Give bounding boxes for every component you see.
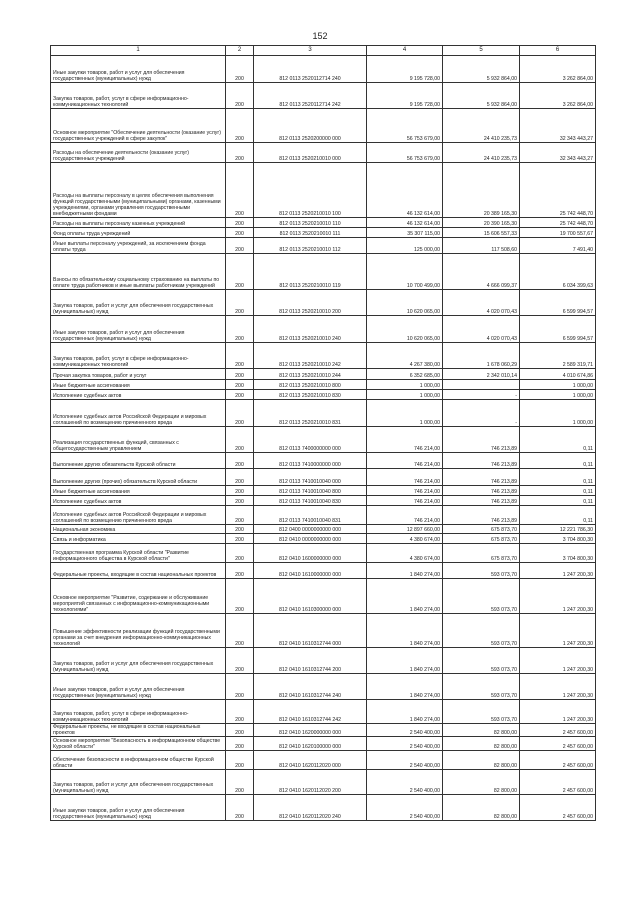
row-code-cell: 200 bbox=[226, 228, 254, 238]
unexecuted-amount-cell: 0,11 bbox=[520, 469, 596, 486]
unexecuted-amount-cell: 0,11 bbox=[520, 427, 596, 453]
unexecuted-amount-cell: 0,11 bbox=[520, 496, 596, 506]
approved-amount-cell: 1 840 274,00 bbox=[367, 614, 443, 648]
row-name-cell: Связь и информатика bbox=[51, 534, 226, 544]
unexecuted-amount-cell: 2 457 600,00 bbox=[520, 795, 596, 821]
budget-classification-code-cell: 812 0113 2520210010 244 bbox=[254, 369, 367, 380]
unexecuted-amount-cell: 7 491,40 bbox=[520, 238, 596, 254]
row-name-cell: Основное мероприятие "Развитие, содержание и обслуживание мероприятий связанных с информационно-коммуникационными технологиями" bbox=[51, 579, 226, 614]
executed-amount-cell: 2 342 010,14 bbox=[443, 369, 520, 380]
row-name-cell: Закупка товаров, работ и услуг для обеспечения государственных (муниципальных) нужд bbox=[51, 290, 226, 316]
executed-amount-cell: 746 213,89 bbox=[443, 506, 520, 525]
budget-classification-code-cell: 812 0113 7400000000 000 bbox=[254, 427, 367, 453]
row-code-cell: 200 bbox=[226, 83, 254, 109]
approved-amount-cell: 2 540 400,00 bbox=[367, 737, 443, 751]
table-row bbox=[51, 453, 596, 469]
unexecuted-amount-cell: 1 247 200,30 bbox=[520, 674, 596, 700]
row-name-cell: Иные закупки товаров, работ и услуг для обеспечения государственных (муниципальных) нужд bbox=[51, 316, 226, 343]
table-row bbox=[51, 369, 596, 380]
approved-amount-cell: 46 132 614,00 bbox=[367, 218, 443, 228]
unexecuted-amount-cell: 6 599 994,57 bbox=[520, 316, 596, 343]
budget-classification-code-cell: 812 0113 2520210010 000 bbox=[254, 143, 367, 163]
budget-classification-code-cell: 812 0113 2520210010 242 bbox=[254, 343, 367, 369]
executed-amount-cell: 24 410 235,73 bbox=[443, 143, 520, 163]
table-row bbox=[51, 390, 596, 400]
table-row bbox=[51, 486, 596, 496]
budget-classification-code-cell: 812 0410 1620100000 000 bbox=[254, 737, 367, 751]
row-code-cell: 200 bbox=[226, 469, 254, 486]
approved-amount-cell: 46 132 614,00 bbox=[367, 163, 443, 218]
unexecuted-amount-cell: 2 457 600,00 bbox=[520, 770, 596, 795]
approved-amount-cell: 746 214,00 bbox=[367, 506, 443, 525]
budget-classification-code-cell: 812 0410 1620112020 200 bbox=[254, 770, 367, 795]
row-code-cell: 200 bbox=[226, 427, 254, 453]
budget-classification-code-cell: 812 0113 2520210010 112 bbox=[254, 238, 367, 254]
row-code-cell: 200 bbox=[226, 795, 254, 821]
table-row bbox=[51, 163, 596, 218]
table-row bbox=[51, 427, 596, 453]
row-name-cell: Взносы по обязательному социальному страхованию на выплаты по оплате труда работников и иные выплаты работникам учреждений bbox=[51, 254, 226, 290]
row-code-cell: 200 bbox=[226, 648, 254, 674]
row-code-cell: 200 bbox=[226, 143, 254, 163]
row-name-cell: Выполнение других (прочих) обязательств Курской области bbox=[51, 469, 226, 486]
executed-amount-cell: 675 873,70 bbox=[443, 534, 520, 544]
row-name-cell: Исполнение судебных актов bbox=[51, 390, 226, 400]
row-name-cell: Иные выплаты персоналу учреждений, за исключением фонда оплаты труда bbox=[51, 238, 226, 254]
row-name-cell: Иные бюджетные ассигнования bbox=[51, 380, 226, 390]
executed-amount-cell: 82 800,00 bbox=[443, 770, 520, 795]
executed-amount-cell: 117 508,60 bbox=[443, 238, 520, 254]
executed-amount-cell: 20 390 165,30 bbox=[443, 218, 520, 228]
row-name-cell: Государственная программа Курской области "Развитие информационного общества в Курской области" bbox=[51, 544, 226, 563]
executed-amount-cell: 4 666 099,37 bbox=[443, 254, 520, 290]
table-row bbox=[51, 544, 596, 563]
executed-amount-cell: 20 389 165,30 bbox=[443, 163, 520, 218]
budget-classification-code-cell: 812 0113 2520112714 240 bbox=[254, 56, 367, 83]
budget-classification-code-cell: 812 0410 1620112020 240 bbox=[254, 795, 367, 821]
approved-amount-cell: 746 214,00 bbox=[367, 427, 443, 453]
table-row bbox=[51, 751, 596, 770]
row-code-cell: 200 bbox=[226, 218, 254, 228]
approved-amount-cell: 9 195 728,00 bbox=[367, 83, 443, 109]
budget-classification-code-cell: 812 0113 2520210010 100 bbox=[254, 163, 367, 218]
row-code-cell: 200 bbox=[226, 238, 254, 254]
executed-amount-cell: 82 800,00 bbox=[443, 751, 520, 770]
budget-classification-code-cell: 812 0410 1620112020 000 bbox=[254, 751, 367, 770]
executed-amount-cell: 593 073,70 bbox=[443, 700, 520, 724]
approved-amount-cell: 2 540 400,00 bbox=[367, 751, 443, 770]
approved-amount-cell: 2 540 400,00 bbox=[367, 724, 443, 737]
budget-classification-code-cell: 812 0113 2520210010 800 bbox=[254, 380, 367, 390]
unexecuted-amount-cell: 2 457 600,00 bbox=[520, 724, 596, 737]
table-row bbox=[51, 228, 596, 238]
executed-amount-cell: 4 020 070,43 bbox=[443, 290, 520, 316]
budget-execution-table bbox=[50, 45, 596, 821]
table-row bbox=[51, 648, 596, 674]
budget-classification-code-cell: 812 0113 2520210010 831 bbox=[254, 400, 367, 427]
row-code-cell: 200 bbox=[226, 579, 254, 614]
executed-amount-cell: 593 073,70 bbox=[443, 614, 520, 648]
row-name-cell: Основное мероприятие "Обеспечение деятельности (оказание услуг) государственных учреждений в сфере закупок" bbox=[51, 109, 226, 143]
unexecuted-amount-cell: 25 742 448,70 bbox=[520, 218, 596, 228]
budget-classification-code-cell: 812 0113 7410010040 831 bbox=[254, 506, 367, 525]
table-row bbox=[51, 109, 596, 143]
row-name-cell: Исполнение судебных актов Российской Федерации и мировых соглашений по возмещению причиненного вреда bbox=[51, 400, 226, 427]
unexecuted-amount-cell: 2 457 600,00 bbox=[520, 751, 596, 770]
row-name-cell: Закупка товаров, работ, услуг в сфере информационно-коммуникационных технологий bbox=[51, 700, 226, 724]
table-row bbox=[51, 380, 596, 390]
budget-classification-code-cell: 812 0113 2520200000 000 bbox=[254, 109, 367, 143]
table-row bbox=[51, 496, 596, 506]
budget-classification-code-cell: 812 0410 1610312744 000 bbox=[254, 614, 367, 648]
unexecuted-amount-cell: 3 262 864,00 bbox=[520, 56, 596, 83]
unexecuted-amount-cell: 32 343 443,27 bbox=[520, 143, 596, 163]
table-row bbox=[51, 724, 596, 737]
approved-amount-cell: 746 214,00 bbox=[367, 453, 443, 469]
budget-classification-code-cell: 812 0410 1610300000 000 bbox=[254, 579, 367, 614]
table-row bbox=[51, 506, 596, 525]
column-header: 1 bbox=[51, 46, 226, 56]
approved-amount-cell: 1 000,00 bbox=[367, 400, 443, 427]
unexecuted-amount-cell: 0,11 bbox=[520, 506, 596, 525]
table-row bbox=[51, 737, 596, 751]
row-name-cell: Иные закупки товаров, работ и услуг для обеспечения государственных (муниципальных) нужд bbox=[51, 674, 226, 700]
executed-amount-cell: 675 873,70 bbox=[443, 525, 520, 534]
approved-amount-cell: 125 000,00 bbox=[367, 238, 443, 254]
unexecuted-amount-cell: 12 221 786,30 bbox=[520, 525, 596, 534]
table-row bbox=[51, 238, 596, 254]
row-code-cell: 200 bbox=[226, 751, 254, 770]
table-row bbox=[51, 143, 596, 163]
executed-amount-cell: 593 073,70 bbox=[443, 563, 520, 579]
row-name-cell: Закупка товаров, работ, услуг в сфере информационно-коммуникационных технологий bbox=[51, 343, 226, 369]
approved-amount-cell: 2 540 400,00 bbox=[367, 770, 443, 795]
row-name-cell: Реализация государственных функций, связанных с общегосударственным управлением bbox=[51, 427, 226, 453]
approved-amount-cell: 10 620 065,00 bbox=[367, 316, 443, 343]
table-row bbox=[51, 254, 596, 290]
unexecuted-amount-cell: 6 034 399,63 bbox=[520, 254, 596, 290]
table-row bbox=[51, 316, 596, 343]
unexecuted-amount-cell: 25 742 448,70 bbox=[520, 163, 596, 218]
row-code-cell: 200 bbox=[226, 343, 254, 369]
row-name-cell: Прочая закупка товаров, работ и услуг bbox=[51, 369, 226, 380]
unexecuted-amount-cell: 3 704 800,30 bbox=[520, 544, 596, 563]
table-row bbox=[51, 290, 596, 316]
column-header: 6 bbox=[520, 46, 596, 56]
row-name-cell: Расходы на выплаты персоналу казенных учреждений bbox=[51, 218, 226, 228]
row-code-cell: 200 bbox=[226, 496, 254, 506]
table-row bbox=[51, 770, 596, 795]
executed-amount-cell: 82 800,00 bbox=[443, 724, 520, 737]
budget-classification-code-cell: 812 0410 1610000000 000 bbox=[254, 563, 367, 579]
column-header: 2 bbox=[226, 46, 254, 56]
approved-amount-cell: 1 000,00 bbox=[367, 380, 443, 390]
approved-amount-cell: 35 307 115,00 bbox=[367, 228, 443, 238]
row-code-cell: 200 bbox=[226, 486, 254, 496]
row-name-cell: Иные бюджетные ассигнования bbox=[51, 486, 226, 496]
row-name-cell: Закупка товаров, работ и услуг для обеспечения государственных (муниципальных) нужд bbox=[51, 648, 226, 674]
unexecuted-amount-cell: 1 247 200,30 bbox=[520, 563, 596, 579]
executed-amount-cell: 5 932 864,00 bbox=[443, 83, 520, 109]
unexecuted-amount-cell: 1 247 200,30 bbox=[520, 579, 596, 614]
executed-amount-cell: 4 020 070,43 bbox=[443, 316, 520, 343]
approved-amount-cell: 4 380 674,00 bbox=[367, 534, 443, 544]
budget-classification-code-cell: 812 0410 1610312744 200 bbox=[254, 648, 367, 674]
row-code-cell: 200 bbox=[226, 390, 254, 400]
table-row bbox=[51, 614, 596, 648]
row-code-cell: 200 bbox=[226, 453, 254, 469]
budget-classification-code-cell: 812 0410 1610312744 240 bbox=[254, 674, 367, 700]
executed-amount-cell: 1 678 060,29 bbox=[443, 343, 520, 369]
budget-classification-code-cell: 812 0113 7410010040 800 bbox=[254, 486, 367, 496]
approved-amount-cell: 10 700 499,00 bbox=[367, 254, 443, 290]
row-code-cell: 200 bbox=[226, 316, 254, 343]
budget-classification-code-cell: 812 0410 1610312744 242 bbox=[254, 700, 367, 724]
table-row bbox=[51, 83, 596, 109]
row-code-cell: 200 bbox=[226, 544, 254, 563]
executed-amount-cell: 82 800,00 bbox=[443, 795, 520, 821]
row-code-cell: 200 bbox=[226, 724, 254, 737]
row-name-cell: Федеральные проекты, входящие в состав национальных проектов bbox=[51, 563, 226, 579]
budget-classification-code-cell: 812 0410 0000000000 000 bbox=[254, 534, 367, 544]
budget-classification-code-cell: 812 0113 2520210010 240 bbox=[254, 316, 367, 343]
approved-amount-cell: 10 620 065,00 bbox=[367, 290, 443, 316]
row-code-cell: 200 bbox=[226, 525, 254, 534]
approved-amount-cell: 56 753 679,00 bbox=[367, 143, 443, 163]
table-row bbox=[51, 218, 596, 228]
budget-classification-code-cell: 812 0113 2520210010 200 bbox=[254, 290, 367, 316]
approved-amount-cell: 1 840 274,00 bbox=[367, 700, 443, 724]
budget-classification-code-cell: 812 0113 2520112714 242 bbox=[254, 83, 367, 109]
row-name-cell: Иные закупки товаров, работ и услуг для обеспечения государственных (муниципальных) нужд bbox=[51, 56, 226, 83]
approved-amount-cell: 746 214,00 bbox=[367, 469, 443, 486]
row-code-cell: 200 bbox=[226, 506, 254, 525]
row-code-cell: 200 bbox=[226, 369, 254, 380]
approved-amount-cell: 9 195 728,00 bbox=[367, 56, 443, 83]
table-row bbox=[51, 56, 596, 83]
executed-amount-cell: 5 932 864,00 bbox=[443, 56, 520, 83]
row-code-cell: 200 bbox=[226, 400, 254, 427]
unexecuted-amount-cell: 0,11 bbox=[520, 453, 596, 469]
table-row bbox=[51, 343, 596, 369]
executed-amount-cell: 24 410 235,73 bbox=[443, 109, 520, 143]
unexecuted-amount-cell: 1 000,00 bbox=[520, 400, 596, 427]
approved-amount-cell: 12 897 660,00 bbox=[367, 525, 443, 534]
row-code-cell: 200 bbox=[226, 563, 254, 579]
executed-amount-cell: 593 073,70 bbox=[443, 674, 520, 700]
row-code-cell: 200 bbox=[226, 674, 254, 700]
unexecuted-amount-cell: 6 599 994,57 bbox=[520, 290, 596, 316]
unexecuted-amount-cell: 2 457 600,00 bbox=[520, 737, 596, 751]
approved-amount-cell: 56 753 679,00 bbox=[367, 109, 443, 143]
executed-amount-cell: 15 606 557,33 bbox=[443, 228, 520, 238]
approved-amount-cell: 4 380 674,00 bbox=[367, 544, 443, 563]
row-name-cell: Расходы на выплаты персоналу в целях обеспечения выполнения функций государственными (муниципальными) органами, казенными учреждениями, органами управления государственными внебюджетными фондами bbox=[51, 163, 226, 218]
approved-amount-cell: 4 267 380,00 bbox=[367, 343, 443, 369]
budget-classification-code-cell: 812 0113 2520210010 111 bbox=[254, 228, 367, 238]
unexecuted-amount-cell: 3 262 864,00 bbox=[520, 83, 596, 109]
unexecuted-amount-cell: 3 704 800,30 bbox=[520, 534, 596, 544]
row-code-cell: 200 bbox=[226, 770, 254, 795]
budget-classification-code-cell: 812 0113 2520210010 119 bbox=[254, 254, 367, 290]
unexecuted-amount-cell: 0,11 bbox=[520, 486, 596, 496]
table-row bbox=[51, 525, 596, 534]
unexecuted-amount-cell: 2 589 319,71 bbox=[520, 343, 596, 369]
executed-amount-cell: 746 213,89 bbox=[443, 486, 520, 496]
row-name-cell: Обеспечение безопасности в информационном обществе Курской области bbox=[51, 751, 226, 770]
table-row bbox=[51, 674, 596, 700]
row-code-cell: 200 bbox=[226, 380, 254, 390]
table-row bbox=[51, 579, 596, 614]
table-row bbox=[51, 563, 596, 579]
row-name-cell: Фонд оплаты труда учреждений bbox=[51, 228, 226, 238]
row-name-cell: Основное мероприятие "Безопасность в информационном обществе Курской области" bbox=[51, 737, 226, 751]
table-row bbox=[51, 534, 596, 544]
row-name-cell: Повышение эффективности реализации функций государственными органами за счет внедрения информационно-коммуникационных технологий bbox=[51, 614, 226, 648]
table-row bbox=[51, 795, 596, 821]
row-code-cell: 200 bbox=[226, 56, 254, 83]
row-code-cell: 200 bbox=[226, 163, 254, 218]
unexecuted-amount-cell: 1 247 200,30 bbox=[520, 648, 596, 674]
row-name-cell: Расходы на обеспечение деятельности (оказание услуг) государственных учреждений bbox=[51, 143, 226, 163]
unexecuted-amount-cell: 4 010 674,86 bbox=[520, 369, 596, 380]
budget-classification-code-cell: 812 0113 7410010040 000 bbox=[254, 469, 367, 486]
unexecuted-amount-cell: 1 247 200,30 bbox=[520, 700, 596, 724]
page-number: 152 bbox=[312, 31, 328, 41]
executed-amount-cell: - bbox=[443, 400, 520, 427]
table-row bbox=[51, 700, 596, 724]
row-code-cell: 200 bbox=[226, 534, 254, 544]
row-name-cell: Выполнение других обязательств Курской области bbox=[51, 453, 226, 469]
unexecuted-amount-cell: 32 343 443,27 bbox=[520, 109, 596, 143]
table-row bbox=[51, 400, 596, 427]
executed-amount-cell: 593 073,70 bbox=[443, 648, 520, 674]
approved-amount-cell: 1 840 274,00 bbox=[367, 674, 443, 700]
row-code-cell: 200 bbox=[226, 290, 254, 316]
executed-amount-cell: 746 213,89 bbox=[443, 427, 520, 453]
row-code-cell: 200 bbox=[226, 109, 254, 143]
executed-amount-cell: 746 213,89 bbox=[443, 469, 520, 486]
budget-classification-code-cell: 812 0113 2520210010 110 bbox=[254, 218, 367, 228]
row-name-cell: Исполнение судебных актов Российской Федерации и мировых соглашений по возмещению причиненного вреда bbox=[51, 506, 226, 525]
row-name-cell: Федеральные проекты, не входящие в состав национальных проектов bbox=[51, 724, 226, 737]
row-name-cell: Национальная экономика bbox=[51, 525, 226, 534]
budget-classification-code-cell: 812 0410 1600000000 000 bbox=[254, 544, 367, 563]
unexecuted-amount-cell: 19 700 557,67 bbox=[520, 228, 596, 238]
row-code-cell: 200 bbox=[226, 700, 254, 724]
row-code-cell: 200 bbox=[226, 737, 254, 751]
row-name-cell: Иные закупки товаров, работ и услуг для обеспечения государственных (муниципальных) нужд bbox=[51, 795, 226, 821]
executed-amount-cell bbox=[443, 380, 520, 390]
row-code-cell: 200 bbox=[226, 254, 254, 290]
approved-amount-cell: 1 840 274,00 bbox=[367, 579, 443, 614]
budget-classification-code-cell: 812 0113 7410010040 830 bbox=[254, 496, 367, 506]
budget-classification-code-cell: 812 0410 1620000000 000 bbox=[254, 724, 367, 737]
row-name-cell: Закупка товаров, работ, услуг в сфере информационно-коммуникационных технологий bbox=[51, 83, 226, 109]
executed-amount-cell: 82 800,00 bbox=[443, 737, 520, 751]
executed-amount-cell: 675 873,70 bbox=[443, 544, 520, 563]
unexecuted-amount-cell: 1 000,00 bbox=[520, 380, 596, 390]
executed-amount-cell: 746 213,89 bbox=[443, 496, 520, 506]
column-header: 5 bbox=[443, 46, 520, 56]
budget-classification-code-cell: 812 0113 2520210010 830 bbox=[254, 390, 367, 400]
unexecuted-amount-cell: 1 247 200,30 bbox=[520, 614, 596, 648]
approved-amount-cell: 1 840 274,00 bbox=[367, 563, 443, 579]
approved-amount-cell: 6 352 685,00 bbox=[367, 369, 443, 380]
column-header: 4 bbox=[367, 46, 443, 56]
executed-amount-cell: - bbox=[443, 390, 520, 400]
row-name-cell: Исполнение судебных актов bbox=[51, 496, 226, 506]
approved-amount-cell: 746 214,00 bbox=[367, 486, 443, 496]
approved-amount-cell: 1 840 274,00 bbox=[367, 648, 443, 674]
unexecuted-amount-cell: 1 000,00 bbox=[520, 390, 596, 400]
row-code-cell: 200 bbox=[226, 614, 254, 648]
approved-amount-cell: 1 000,00 bbox=[367, 390, 443, 400]
column-number-header-row bbox=[51, 46, 596, 56]
column-header: 3 bbox=[254, 46, 367, 56]
row-name-cell: Закупка товаров, работ и услуг для обеспечения государственных (муниципальных) нужд bbox=[51, 770, 226, 795]
executed-amount-cell: 593 073,70 bbox=[443, 579, 520, 614]
budget-classification-code-cell: 812 0400 0000000000 000 bbox=[254, 525, 367, 534]
approved-amount-cell: 2 540 400,00 bbox=[367, 795, 443, 821]
table-row bbox=[51, 469, 596, 486]
budget-classification-code-cell: 812 0113 7410000000 000 bbox=[254, 453, 367, 469]
approved-amount-cell: 746 214,00 bbox=[367, 496, 443, 506]
executed-amount-cell: 746 213,89 bbox=[443, 453, 520, 469]
